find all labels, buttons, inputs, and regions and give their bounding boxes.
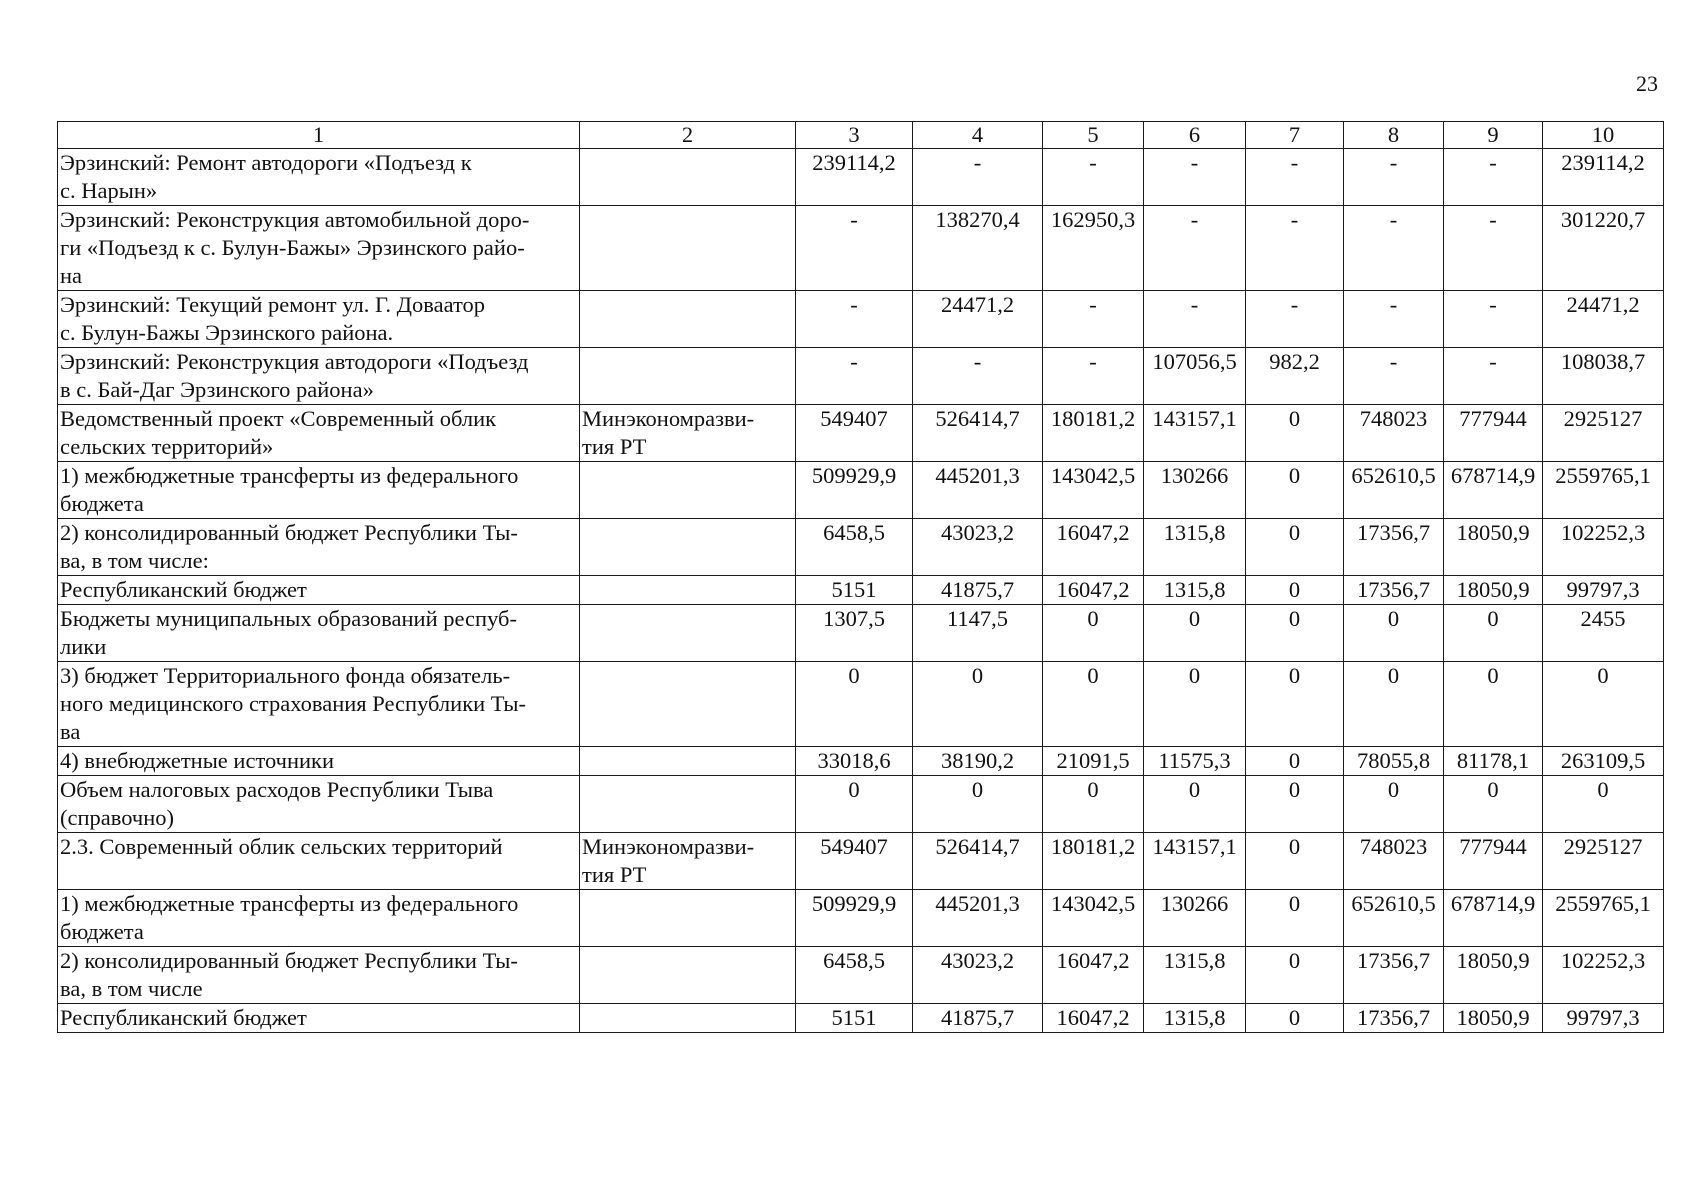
value-cell-col-5: 0 [1043,662,1144,747]
row-name-cell: Республиканский бюджет [58,1004,580,1033]
value-cell-col-10: 102252,3 [1543,947,1664,1004]
value-cell-col-9: 18050,9 [1444,947,1543,1004]
table-row [58,576,1664,605]
value-cell-col-8: 0 [1344,605,1444,662]
value-cell-col-5: - [1043,348,1144,405]
value-cell-col-4: 526414,7 [913,405,1043,462]
value-cell-col-8: 0 [1344,776,1444,833]
value-cell-col-10: 0 [1543,776,1664,833]
value-cell-col-8: - [1344,149,1444,206]
value-cell-col-6: 1315,8 [1144,947,1246,1004]
table-row [58,149,1664,206]
value-cell-col-6: 11575,3 [1144,747,1246,776]
value-cell-col-8: 17356,7 [1344,947,1444,1004]
value-cell-col-3: 6458,5 [796,947,913,1004]
value-cell-col-9: 777944 [1444,405,1543,462]
value-cell-col-3: - [796,291,913,348]
col-header-6: 6 [1144,122,1246,149]
value-cell-col-3: 0 [796,776,913,833]
responsible-cell [580,519,796,576]
value-cell-col-8: 17356,7 [1344,1004,1444,1033]
table-row [58,462,1664,519]
value-cell-col-9: 18050,9 [1444,576,1543,605]
value-cell-col-3: 239114,2 [796,149,913,206]
row-name-cell: 2.3. Современный облик сельских территорий [58,833,580,890]
col-header-8: 8 [1344,122,1444,149]
value-cell-col-5: 16047,2 [1043,576,1144,605]
value-cell-col-4: 24471,2 [913,291,1043,348]
value-cell-col-6: 107056,5 [1144,348,1246,405]
value-cell-col-6: - [1144,149,1246,206]
row-name-cell: Ведомственный проект «Современный облик сельских территорий» [58,405,580,462]
value-cell-col-9: 18050,9 [1444,519,1543,576]
value-cell-col-10: 2925127 [1543,833,1664,890]
header-row [58,122,1664,149]
budget-table [57,121,1664,1033]
value-cell-col-9: - [1444,348,1543,405]
value-cell-col-4: - [913,149,1043,206]
responsible-cell [580,776,796,833]
value-cell-col-3: - [796,348,913,405]
value-cell-col-3: 549407 [796,405,913,462]
responsible-cell: Минэкономразви- тия РТ [580,405,796,462]
value-cell-col-7: 0 [1246,462,1344,519]
value-cell-col-3: 6458,5 [796,519,913,576]
value-cell-col-3: 509929,9 [796,462,913,519]
responsible-cell [580,1004,796,1033]
value-cell-col-7: - [1246,206,1344,291]
row-name-cell: Бюджеты муниципальных образований респуб- лики [58,605,580,662]
value-cell-col-8: 652610,5 [1344,890,1444,947]
value-cell-col-6: 130266 [1144,890,1246,947]
col-header-3: 3 [796,122,913,149]
value-cell-col-10: 2559765,1 [1543,462,1664,519]
value-cell-col-8: 748023 [1344,405,1444,462]
value-cell-col-9: 0 [1444,605,1543,662]
value-cell-col-10: 301220,7 [1543,206,1664,291]
row-name-cell: Эрзинский: Реконструкция автодороги «Подъезд в с. Бай-Даг Эрзинского района» [58,348,580,405]
value-cell-col-8: 748023 [1344,833,1444,890]
col-header-4: 4 [913,122,1043,149]
value-cell-col-7: 0 [1246,776,1344,833]
value-cell-col-10: 0 [1543,662,1664,747]
table-row [58,605,1664,662]
table-row [58,1004,1664,1033]
value-cell-col-7: - [1246,291,1344,348]
value-cell-col-5: 0 [1043,605,1144,662]
table-row [58,519,1664,576]
row-name-cell: 4) внебюджетные источники [58,747,580,776]
value-cell-col-4: 43023,2 [913,519,1043,576]
value-cell-col-4: 445201,3 [913,890,1043,947]
col-header-9: 9 [1444,122,1543,149]
value-cell-col-5: 16047,2 [1043,519,1144,576]
value-cell-col-5: 162950,3 [1043,206,1144,291]
row-name-cell: 2) консолидированный бюджет Республики Ты- ва, в том числе [58,947,580,1004]
responsible-cell [580,890,796,947]
value-cell-col-4: - [913,348,1043,405]
responsible-cell [580,605,796,662]
table-body [58,149,1664,1033]
value-cell-col-4: 526414,7 [913,833,1043,890]
row-name-cell: 3) бюджет Территориального фонда обязатель- ного медицинского страхования Республики Ты- ва [58,662,580,747]
value-cell-col-5: 180181,2 [1043,833,1144,890]
value-cell-col-9: - [1444,291,1543,348]
value-cell-col-6: - [1144,291,1246,348]
value-cell-col-8: 0 [1344,662,1444,747]
value-cell-col-9: - [1444,149,1543,206]
value-cell-col-5: 180181,2 [1043,405,1144,462]
value-cell-col-6: 0 [1144,662,1246,747]
table-row [58,291,1664,348]
responsible-cell [580,576,796,605]
value-cell-col-9: 678714,9 [1444,462,1543,519]
value-cell-col-3: 5151 [796,1004,913,1033]
value-cell-col-5: 21091,5 [1043,747,1144,776]
value-cell-col-6: - [1144,206,1246,291]
col-header-7: 7 [1246,122,1344,149]
responsible-cell [580,947,796,1004]
value-cell-col-4: 0 [913,662,1043,747]
responsible-cell [580,462,796,519]
value-cell-col-9: 777944 [1444,833,1543,890]
value-cell-col-7: - [1246,149,1344,206]
value-cell-col-6: 143157,1 [1144,833,1246,890]
value-cell-col-9: - [1444,206,1543,291]
row-name-cell: Объем налоговых расходов Республики Тыва (справочно) [58,776,580,833]
value-cell-col-5: 143042,5 [1043,890,1144,947]
value-cell-col-5: 143042,5 [1043,462,1144,519]
table-row [58,662,1664,747]
table-row [58,947,1664,1004]
responsible-cell [580,747,796,776]
page-number: 23 [1636,71,1658,96]
responsible-cell [580,149,796,206]
value-cell-col-8: 17356,7 [1344,576,1444,605]
value-cell-col-4: 0 [913,776,1043,833]
value-cell-col-5: - [1043,149,1144,206]
value-cell-col-6: 0 [1144,776,1246,833]
responsible-cell [580,206,796,291]
value-cell-col-10: 24471,2 [1543,291,1664,348]
col-header-5: 5 [1043,122,1144,149]
col-header-2: 2 [580,122,796,149]
value-cell-col-8: - [1344,348,1444,405]
value-cell-col-4: 1147,5 [913,605,1043,662]
responsible-cell: Минэкономразви- тия РТ [580,833,796,890]
value-cell-col-4: 41875,7 [913,1004,1043,1033]
value-cell-col-7: 0 [1246,576,1344,605]
value-cell-col-7: 0 [1246,747,1344,776]
value-cell-col-9: 0 [1444,662,1543,747]
table-row [58,206,1664,291]
value-cell-col-10: 2559765,1 [1543,890,1664,947]
value-cell-col-3: 509929,9 [796,890,913,947]
value-cell-col-7: 982,2 [1246,348,1344,405]
value-cell-col-3: 549407 [796,833,913,890]
value-cell-col-8: 78055,8 [1344,747,1444,776]
value-cell-col-10: 102252,3 [1543,519,1664,576]
value-cell-col-10: 263109,5 [1543,747,1664,776]
value-cell-col-4: 43023,2 [913,947,1043,1004]
col-header-1: 1 [58,122,580,149]
value-cell-col-7: 0 [1246,605,1344,662]
row-name-cell: Эрзинский: Ремонт автодороги «Подъезд к с. Нарын» [58,149,580,206]
value-cell-col-5: 16047,2 [1043,947,1144,1004]
value-cell-col-10: 2925127 [1543,405,1664,462]
table-row [58,747,1664,776]
value-cell-col-10: 99797,3 [1543,576,1664,605]
row-name-cell: Республиканский бюджет [58,576,580,605]
value-cell-col-8: 652610,5 [1344,462,1444,519]
value-cell-col-10: 2455 [1543,605,1664,662]
value-cell-col-9: 0 [1444,776,1543,833]
row-name-cell: 1) межбюджетные трансферты из федерального бюджета [58,890,580,947]
value-cell-col-8: - [1344,291,1444,348]
value-cell-col-7: 0 [1246,662,1344,747]
value-cell-col-8: - [1344,206,1444,291]
value-cell-col-3: - [796,206,913,291]
value-cell-col-3: 0 [796,662,913,747]
value-cell-col-7: 0 [1246,890,1344,947]
value-cell-col-7: 0 [1246,833,1344,890]
value-cell-col-6: 1315,8 [1144,576,1246,605]
value-cell-col-8: 17356,7 [1344,519,1444,576]
value-cell-col-7: 0 [1246,519,1344,576]
responsible-cell [580,662,796,747]
col-header-10: 10 [1543,122,1664,149]
value-cell-col-7: 0 [1246,405,1344,462]
table-row [58,890,1664,947]
table-row [58,348,1664,405]
row-name-cell: 1) межбюджетные трансферты из федерального бюджета [58,462,580,519]
value-cell-col-9: 81178,1 [1444,747,1543,776]
value-cell-col-4: 445201,3 [913,462,1043,519]
value-cell-col-9: 678714,9 [1444,890,1543,947]
value-cell-col-5: 0 [1043,776,1144,833]
value-cell-col-9: 18050,9 [1444,1004,1543,1033]
value-cell-col-10: 99797,3 [1543,1004,1664,1033]
responsible-cell [580,348,796,405]
value-cell-col-4: 41875,7 [913,576,1043,605]
value-cell-col-6: 1315,8 [1144,1004,1246,1033]
value-cell-col-4: 138270,4 [913,206,1043,291]
responsible-cell [580,291,796,348]
value-cell-col-3: 1307,5 [796,605,913,662]
table-row [58,405,1664,462]
table-row [58,833,1664,890]
value-cell-col-7: 0 [1246,1004,1344,1033]
value-cell-col-10: 108038,7 [1543,348,1664,405]
value-cell-col-6: 1315,8 [1144,519,1246,576]
value-cell-col-3: 5151 [796,576,913,605]
value-cell-col-5: - [1043,291,1144,348]
value-cell-col-10: 239114,2 [1543,149,1664,206]
value-cell-col-6: 130266 [1144,462,1246,519]
value-cell-col-7: 0 [1246,947,1344,1004]
value-cell-col-4: 38190,2 [913,747,1043,776]
row-name-cell: 2) консолидированный бюджет Республики Ты- ва, в том числе: [58,519,580,576]
row-name-cell: Эрзинский: Текущий ремонт ул. Г. Доваатор с. Булун-Бажы Эрзинского района. [58,291,580,348]
value-cell-col-6: 0 [1144,605,1246,662]
value-cell-col-6: 143157,1 [1144,405,1246,462]
table-row [58,776,1664,833]
value-cell-col-3: 33018,6 [796,747,913,776]
value-cell-col-5: 16047,2 [1043,1004,1144,1033]
row-name-cell: Эрзинский: Реконструкция автомобильной доро- ги «Подъезд к с. Булун-Бажы» Эрзинского райо- на [58,206,580,291]
